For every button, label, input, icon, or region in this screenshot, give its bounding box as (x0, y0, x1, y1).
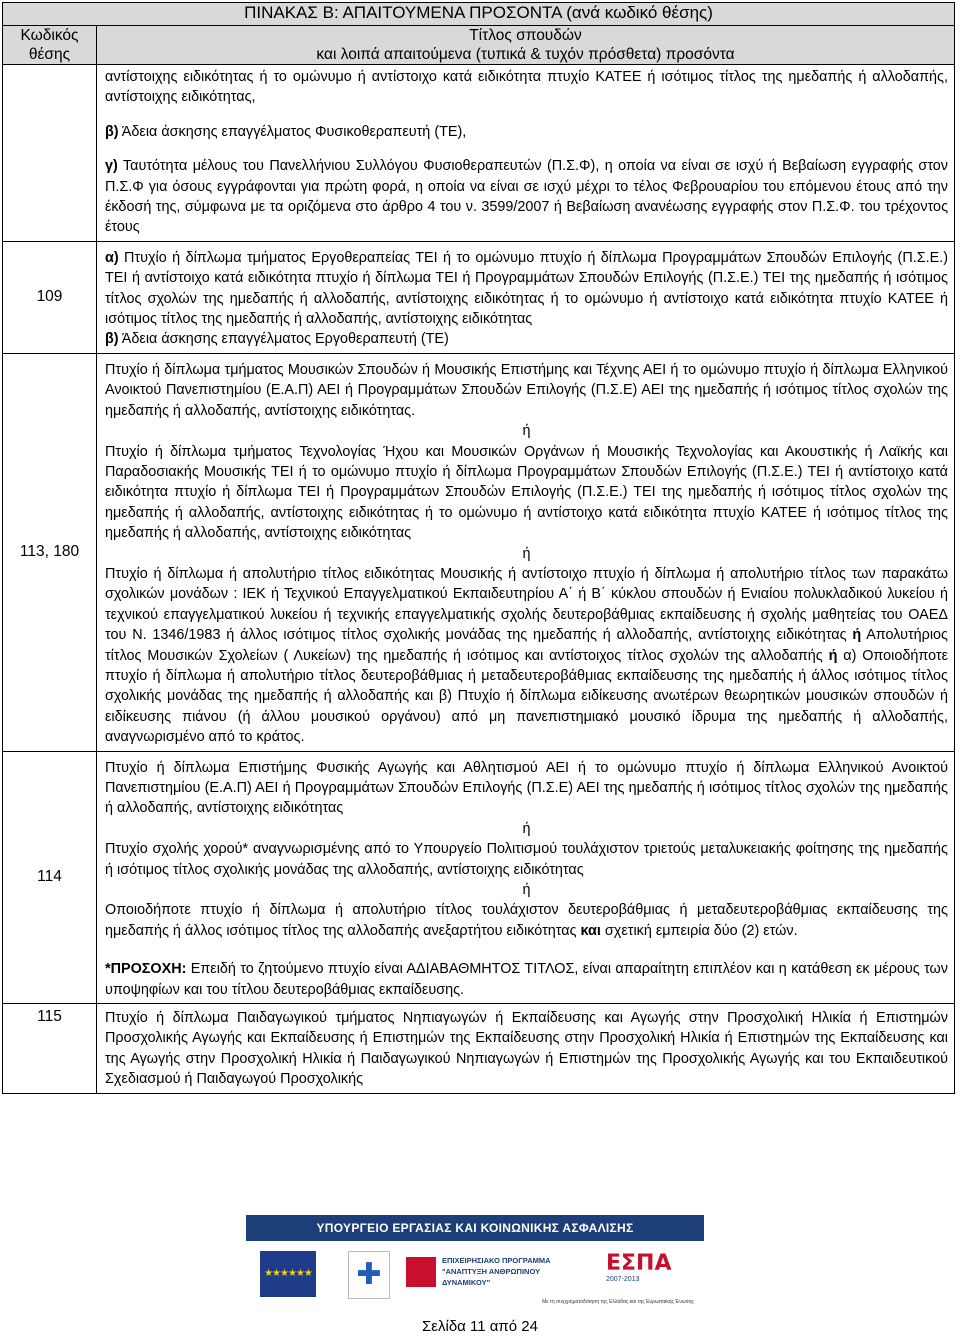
eu-flag-icon: ★★★★★★ (260, 1251, 316, 1297)
funding-banner (246, 1215, 704, 1309)
col-text-header-line1: Τίτλος σπουδών (469, 27, 582, 44)
program-mark-icon (406, 1257, 436, 1287)
item-label: α) (105, 249, 119, 266)
ministry-bar: ΥΠΟΥΡΓΕΙΟ ΕΡΓΑΣΙΑΣ ΚΑΙ ΚΟΙΝΩΝΙΚΗΣ ΑΣΦΑΛΙΣΗΣ (246, 1215, 704, 1241)
paragraph: Πτυχίο ή δίπλωμα τμήματος Μουσικών Σπουδών ή Μουσικής Επιστήμης και Τέχνης ΑΕΙ ή το ομώνυμο πτυχίο ή δίπλωμα Ελληνικού Ανοικτού Πανεπιστημίου (Ε.Α.Π) ΑΕΙ ή Προγραμμάτων Σπουδών Επιλογής (Π.Σ.Ε) ΑΕΙ της ημεδαπής ή ισότιμος τίτλος σχολών της ημεδαπής ή αλλοδαπής, αντίστοιχης ειδικότητας. (105, 361, 948, 419)
or-separator: ή (522, 882, 531, 899)
table-row (3, 353, 955, 751)
col-text-header (97, 26, 955, 65)
table-row (3, 1004, 955, 1094)
paragraph: Πτυχίο ή δίπλωμα ή απολυτήριο τίτλος ειδικότητας Μουσικής ή αντίστοιχο πτυχίο ή δίπλωμα ή απολυτήριο τίτλος των παρακάτω σχολικών μονάδων : ΙΕΚ ή Τεχνικού Επαγγελματικού Εκπαιδευτηρίου Α΄ ή Β΄ κύκλου σπουδών ή Ενιαίου πολυκλαδικού λυκείου ή τεχνικού επαγγελματικού λυκείου ή τεχνικής επαγγελματικής σχολής δευτεροβάθμιας εκπαίδευσης ή σχολής μαθητείας του ΟΑΕΔ του Ν. 1346/1983 ή άλλος ισότιμος τίτλος σχολικής μονάδας της ημεδαπής ή αλλοδαπής, αντίστοιχης ειδικότητας ή Απολυτήριος τίτλος Μουσικών Σχολείων ( Λυκείων) της ημεδαπής ή ισότιμος και αντίστοιχος τίτλος σχολών της αλλοδαπής ή α) Οποιοδήποτε πτυχίο ή δίπλωμα ή απολυτήριο τίτλος δευτεροβάθμιας ή μεταδευτεροβάθμιας εκπαίδευσης της ημεδαπής ή άλλος ισότιμος τίτλος σχολικής μονάδας της ημεδαπής ή αλλοδαπής και β) Πτυχίο ή δίπλωμα ειδίκευσης ανωτέρων θεωρητικών μουσικών σπουδών ή ειδίκευσης πιάνου (ή άλλου μουσικού οργάνου) από μη πανεπιστημιακό μουσικό ίδρυμα της ημεδαπής ή αλλοδαπής, αναγνωρισμένο από το κράτος. (105, 565, 949, 746)
greek-flag-icon: ✚ (348, 1251, 390, 1299)
table-title-row (3, 3, 955, 26)
paragraph: Πτυχίο ή δίπλωμα τμήματος Τεχνολογίας Ήχου και Μουσικών Οργάνων ή Μουσικής Τεχνολογίας και Ακουστικής ή Λαϊκής και Παραδοσιακής Μουσικής ΤΕΙ ή το ομώνυμο πτυχίο ή δίπλωμα Προγραμμάτων Σπουδών Επιλογής (Π.Σ.Ε.) ΤΕΙ ή αντίστοιχο κατά ειδικότητα πτυχίο ή δίπλωμα ΤΕΙ ή Προγραμμάτων Σπουδών Επιλογής (Π.Σ.Ε.) ΤΕΙ της ημεδαπής ή ισότιμος τίτλος σχολών της ημεδαπής ή αλλοδαπής, αντίστοιχης ειδικότητας ή το ομώνυμο ή αντίστοιχο κατά ειδικότητα πτυχίο ΚΑΤΕΕ ή ισότιμος τίτλος της ημεδαπής ή αλλοδαπής, αντίστοιχης ειδικότητας (105, 443, 948, 542)
item-label: β) (105, 123, 119, 140)
paragraph: Πτυχίο ή δίπλωμα Επιστήμης Φυσικής Αγωγής και Αθλητισμού ΑΕΙ ή το ομώνυμο πτυχίο ή δίπλωμα Ελληνικού Ανοικτού Πανεπιστημίου (Ε.Α.Π) ΑΕΙ ή Προγραμμάτων Σπουδών Επιλογής (Π.Σ.Ε) ΑΕΙ της ημεδαπής ή ισότιμος τίτλος σχολών της ημεδαπής ή αλλοδαπής, αντίστοιχης ειδικότητας (105, 759, 948, 817)
row-code: 115 (3, 1004, 97, 1094)
table-row (3, 65, 955, 242)
row-text (97, 751, 955, 1003)
or-separator: ή (522, 545, 531, 562)
requirements-table (2, 2, 955, 1094)
paragraph: Πτυχίο ή δίπλωμα Παιδαγωγικού τμήματος Νηπιαγωγών ή Εκπαίδευσης και Αγωγής στην Προσχολική Ηλικία ή Επιστημών Προσχολικής Αγωγής και Εκπαίδευσης ή Επιστημών της Εκπαίδευσης στην Προσχολική Ηλικία ή Επιστημών της Εκπαίδευσης και της Αγωγής στην Προσχολική Ηλικία ή Παιδαγωγικού Νηπιαγωγών ή Επιστημών της Προσχολικής Αγωγής και του Εκπαιδευτικού Σχεδιασμού ή Παιδαγωγού Προσχολικής (105, 1010, 948, 1088)
paragraph (105, 122, 948, 142)
item-text: Πτυχίο ή δίπλωμα τμήματος Εργοθεραπείας ΤΕΙ ή το ομώνυμο πτυχίο ή δίπλωμα Προγραμμάτων Σπουδών Επιλογής (Π.Σ.Ε.) ΤΕΙ ή αντίστοιχο κατά ειδικότητα πτυχίο ή δίπλωμα ΤΕΙ ή Προγραμμάτων Σπουδών Επιλογής (Π.Σ.Ε.) ΤΕΙ της ημεδαπής ή ισότιμος τίτλος σχολών της ημεδαπής ή αλλοδαπής, αντίστοιχης ειδικότητας ή το ομώνυμο ή αντίστοιχο κατά ειδικότητα πτυχίο ΚΑΤΕΕ ή ισότιμος τίτλος της ημεδαπής ή αλλοδαπής, αντίστοιχης ειδικότητας (105, 249, 948, 328)
row-code (3, 65, 97, 242)
col-code-header: Κωδικός θέσης (3, 26, 97, 65)
row-text (97, 65, 955, 242)
row-code: 109 (3, 241, 97, 353)
cofunding-caption: Με τη συγχρηματοδότηση της Ελλάδας και της Ευρωπαϊκής Ένωσης (542, 1299, 694, 1305)
or-separator: ή (522, 820, 531, 837)
paragraph (105, 156, 948, 238)
paragraph: Οποιοδήποτε πτυχίο ή δίπλωμα ή απολυτήριο τίτλος τουλάχιστον δευτεροβάθμιας ή μεταδευτεροβάθμιας εκπαίδευσης της ημεδαπής ή άλλος ισότιμος τίτλος της αλλοδαπής ανεξαρτήτου ειδικότητας και σχετική εμπειρία δύο (2) ετών. (105, 902, 948, 939)
table-title: ΠΙΝΑΚΑΣ Β: ΑΠΑΙΤΟΥΜΕΝΑ ΠΡΟΣΟΝΤΑ (ανά κωδικό θέσης) (3, 3, 955, 26)
item-text: Ταυτότητα μέλους του Πανελλήνιου Συλλόγου Φυσιοθεραπευτών (Π.Σ.Φ), η οποία να είναι σε ισχύ ή Βεβαίωση εγγραφής στον Π.Σ.Φ για όσους εγγράφονται για πρώτη φορά, η οποία να είναι σε ισχύ μέχρι το τέλος Φεβρουαρίου του επόμενου έτους από την έκδοσή της, σύμφωνα με τα οριζόμενα στο άρθρο 4 του ν. 3599/2007 ή Βεβαίωση ανανέωσης εγγραφής στον Π.Σ.Φ. του τρέχοντος έτους (105, 158, 948, 236)
espa-logo: ΕΣΠΑ 2007-2013 (606, 1251, 672, 1283)
paragraph: αντίστοιχης ειδικότητας ή το ομώνυμο ή αντίστοιχο κατά ειδικότητα πτυχίο ΚΑΤΕΕ ή ισότιμος τίτλος της ημεδαπής ή αλλοδαπής, αντίστοιχης ειδικότητας, (105, 69, 948, 106)
table-header-row (3, 26, 955, 65)
operational-program-logo: ΕΠΙΧΕΙΡΗΣΙΑΚΟ ΠΡΟΓΡΑΜΜΑ "ΑΝΑΠΤΥΞΗ ΑΝΘΡΩΠΙΝΟΥ ΔΥΝΑΜΙΚΟΥ" (406, 1251, 576, 1297)
item-label: γ) (105, 158, 118, 175)
row-text (97, 241, 955, 353)
table-row (3, 751, 955, 1003)
row-text (97, 1004, 955, 1094)
or-separator: ή (522, 423, 531, 440)
item-text: Άδεια άσκησης επαγγέλματος Εργοθεραπευτή (ΤΕ) (118, 331, 449, 348)
paragraph (105, 248, 948, 330)
col-text-header-line2: και λοιπά απαιτούμενα (τυπικά & τυχόν πρόσθετα) προσόντα (316, 46, 735, 63)
note: *ΠΡΟΣΟΧΗ: Επειδή το ζητούμενο πτυχίο είναι ΑΔΙΑΒΑΘΜΗΤΟΣ ΤΙΤΛΟΣ, είναι απαραίτητη επιπλέον και η κατάθεση εκ μέρους των υποψηφίων και του τίτλου δευτεροβάθμιας εκπαίδευσης. (105, 961, 948, 998)
paragraph (105, 329, 948, 349)
paragraph: Πτυχίο σχολής χορού* αναγνωρισμένης από το Υπουργείο Πολιτισμού τουλάχιστον τριετούς μεταλυκειακής φοίτησης της ημεδαπής ή ισότιμος τίτλος σχολικής μονάδας της αλλοδαπής, αντίστοιχης ειδικότητας (105, 841, 948, 878)
item-label: β) (105, 331, 119, 348)
row-code: 114 (3, 751, 97, 1003)
row-code: 113, 180 (3, 353, 97, 751)
page-number: Σελίδα 11 από 24 (422, 1318, 538, 1335)
table-row (3, 241, 955, 353)
row-text (97, 353, 955, 751)
item-text: Άδεια άσκησης επαγγέλματος Φυσικοθεραπευτή (ΤΕ), (118, 123, 467, 140)
